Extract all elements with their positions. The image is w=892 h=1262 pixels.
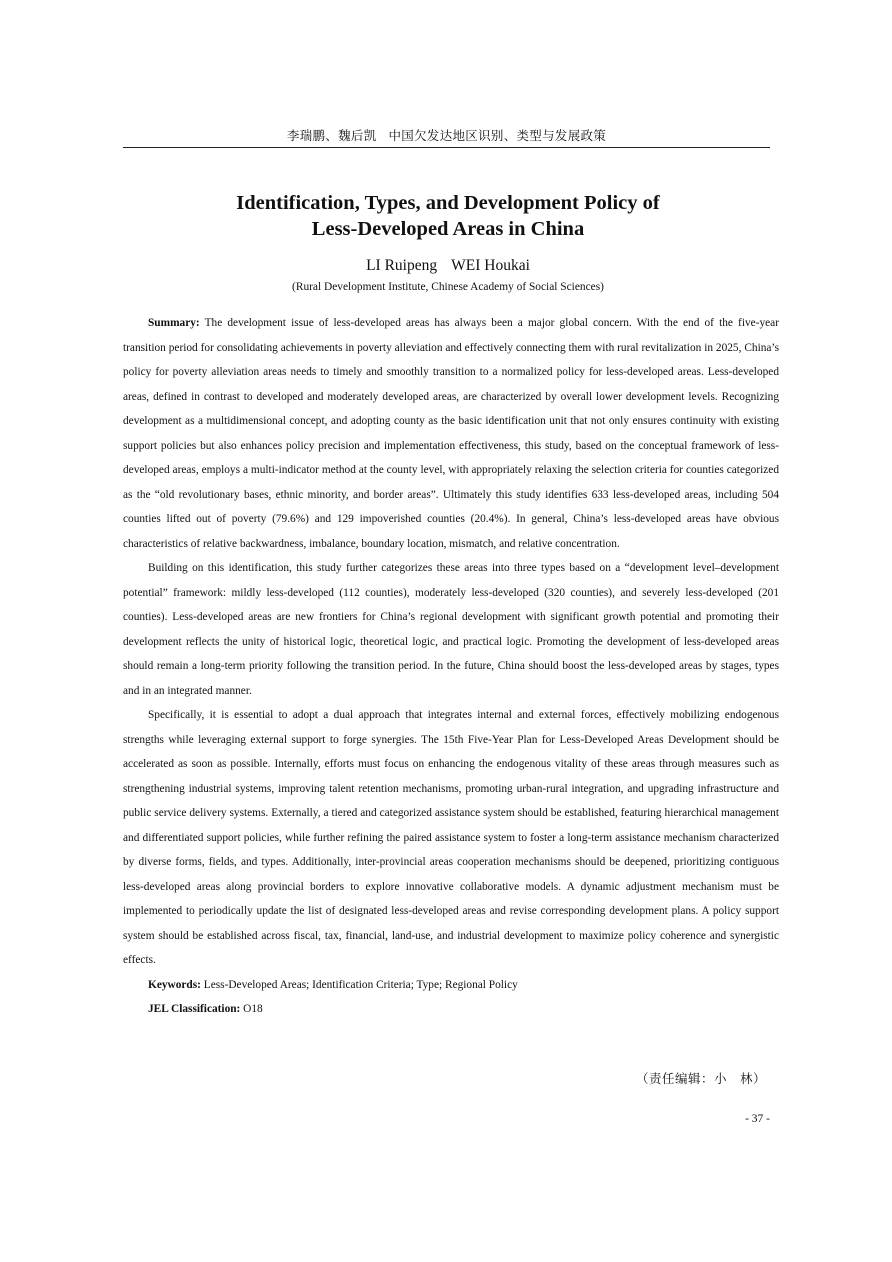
summary-text: The development issue of less-developed areas has always been a major global concern. With the end of the five-year transition period for consolidating achievements in poverty alleviation and effectively connecting them with rural revitalization in 2025, China’s policy for poverty alleviation areas needs to timely and smoothly transition to a normalized policy for less-developed areas. Less-developed areas, defined in contrast to developed and moderately developed areas, are characterized by overall lower development levels. Recognizing development as a multidimensional concept, and adopting county as the basic identification unit that not only ensures continuity with existing support policies but also enhances policy precision and implementation effectiveness, this study, based on the conceptual framework of less-developed areas, employs a multi-indicator method at the county level, with appropriately relaxing the selection criteria for counties categorized as the “old revolutionary bases, ethnic minority, and border areas”. Ultimately this study identifies 633 less-developed areas, including 504 counties lifted out of poverty (79.6%) and 129 impoverished counties (20.4%). In general, China’s less-developed areas have obvious characteristics of relative backwardness, imbalance, boundary location, mismatch, and relative concentration. <box>123 317 779 550</box>
article-title-line-2: Less-Developed Areas in China <box>311 218 585 240</box>
summary-paragraph-2: Building on this identification, this study further categorizes these areas into three types based on a “development level–development potential” framework: mildly less-developed (112 counties), moderately less-developed (320 counties), and severely less-developed (201 counties). Less-developed areas are new frontiers for China’s regional development with significant growth potential and promoting their development reflects the unity of historical logic, theoretical logic, and practical logic. Promoting the development of less-developed areas should remain a long-term priority following the transition period. In the future, China should boost the less-developed areas by stages, types and in an integrated manner. <box>123 562 779 697</box>
summary-paragraph-1 <box>123 311 779 556</box>
summary-label: Summary: <box>148 317 200 329</box>
jel-text: O18 <box>240 1003 263 1015</box>
keywords-label: Keywords: <box>148 978 201 991</box>
running-head <box>123 126 770 148</box>
page-number: - 37 - <box>745 1113 770 1125</box>
keywords-text: Less-Developed Areas; Identification Criteria; Type; Regional Policy <box>200 978 518 991</box>
affiliation: (Rural Development Institute, Chinese Academy of Social Sciences) <box>292 281 604 293</box>
author-line <box>123 256 773 276</box>
author-1: LI Ruipeng <box>366 257 438 274</box>
running-head-authors: 李瑞鹏、魏后凯 <box>286 128 377 143</box>
keywords-line <box>123 973 779 998</box>
summary-paragraph-3: Specifically, it is essential to adopt a dual approach that integrates internal and external forces, effectively mobilizing endogenous strengths while leveraging external support to forge synergies. The 15th Five-Year Plan for Less-Developed Areas Development should be accelerated as soon as possible. Internally, efforts must focus on enhancing the endogenous vitality of these areas through measures such as strengthening industrial systems, improving talent retention mechanisms, promoting urban-rural integration, and upgrading infrastructure and public service delivery systems. Externally, a tiered and categorized assistance system should be established, featuring hierarchical management and differentiated support policies, while further refining the paired assistance system to foster a long-term assistance mechanism characterized by diverse forms, fields, and types. Additionally, inter-provincial areas cooperation mechanisms should be deepened, prioritizing contiguous less-developed areas along provincial borders to explore innovative collaborative models. A dynamic adjustment mechanism must be implemented to periodically update the list of designated less-developed areas and revise corresponding development plans. A policy support system should be established across fiscal, tax, financial, land-use, and industrial development to maximize policy coherence and synergistic effects. <box>123 709 779 966</box>
article-title-line-1: Identification, Types, and Development Policy of <box>236 192 660 214</box>
jel-line <box>123 997 779 1022</box>
article-title <box>123 190 773 242</box>
editor-note: （责任编辑：小 林） <box>635 1071 766 1086</box>
abstract-body <box>123 311 779 1022</box>
author-2: WEI Houkai <box>451 257 530 274</box>
running-head-title: 中国欠发达地区识别、类型与发展政策 <box>388 128 607 143</box>
jel-label: JEL Classification: <box>148 1003 241 1015</box>
